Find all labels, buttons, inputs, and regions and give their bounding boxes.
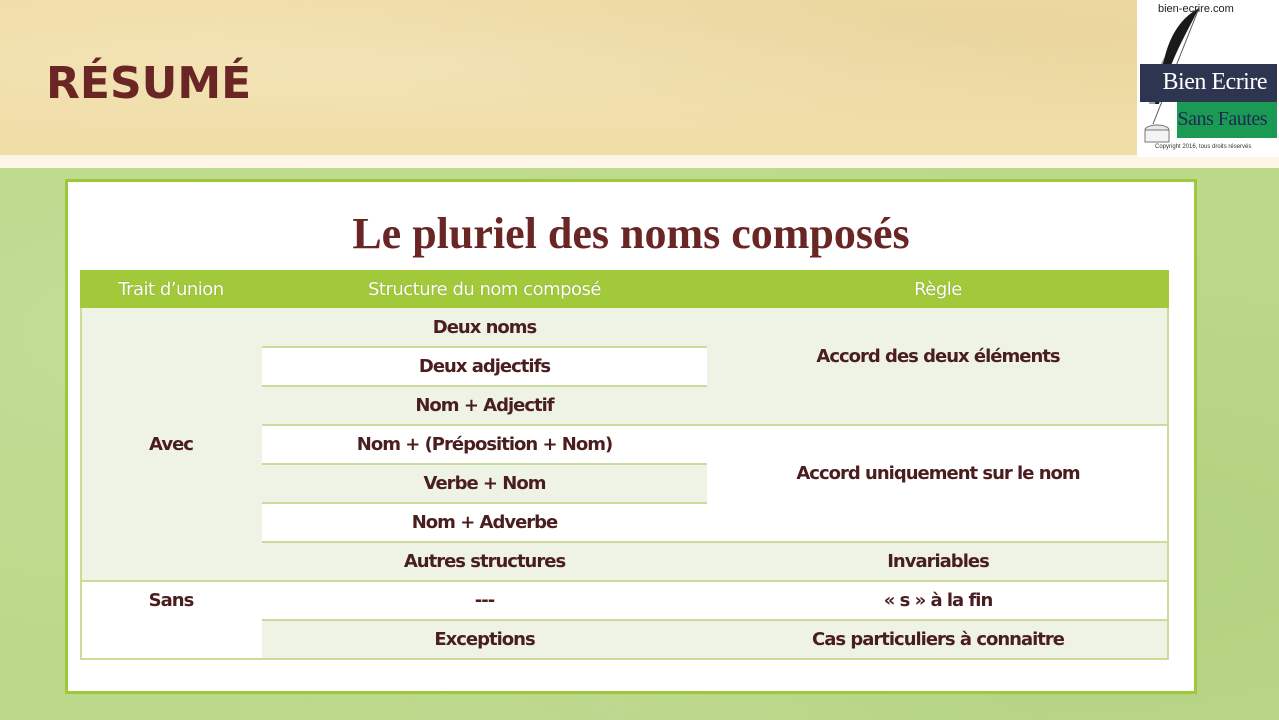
structure-cell: ---: [474, 590, 495, 611]
header-structure: Structure du nom composé: [367, 278, 602, 300]
logo-site: bien-ecrire.com: [1158, 3, 1234, 15]
slide-title: RÉSUMÉ: [46, 58, 252, 109]
document-title: Le pluriel des noms composés: [352, 209, 910, 258]
rule-cell: Cas particuliers à connaitre: [812, 629, 1064, 650]
rule-cell: Invariables: [887, 551, 989, 572]
structure-cell: Nom + (Préposition + Nom): [356, 434, 613, 455]
rule-cell: Accord des deux éléments: [816, 346, 1060, 367]
logo-copyright: Copyright 2016, tous droits réservés: [1155, 144, 1252, 150]
rule-cell: Accord uniquement sur le nom: [796, 463, 1080, 484]
trait-union-avec: Avec: [149, 434, 193, 455]
structure-cell: Nom + Adverbe: [411, 512, 558, 533]
structure-cell: Nom + Adjectif: [415, 395, 554, 416]
brand-logo: [1137, 0, 1279, 157]
structure-cell: Autres structures: [403, 551, 566, 572]
structure-cell: Deux adjectifs: [418, 356, 551, 377]
rule-cell: « s » à la fin: [883, 590, 993, 611]
trait-union-sans: Sans: [148, 590, 194, 611]
logo-band-top: [1140, 64, 1277, 102]
header-trait-union: Trait d’union: [118, 278, 224, 300]
logo-band-bottom: [1177, 102, 1277, 138]
structure-cell: Deux noms: [432, 317, 537, 338]
structure-cell: Exceptions: [434, 629, 535, 650]
structure-cell: Verbe + Nom: [423, 473, 546, 494]
logo-line1: Bien Ecrire: [1162, 69, 1267, 95]
table-header: [80, 270, 1169, 308]
header-regle: Règle: [914, 278, 962, 300]
plural-rules-table: [80, 270, 1169, 660]
logo-line2: Sans Fautes: [1177, 108, 1267, 130]
